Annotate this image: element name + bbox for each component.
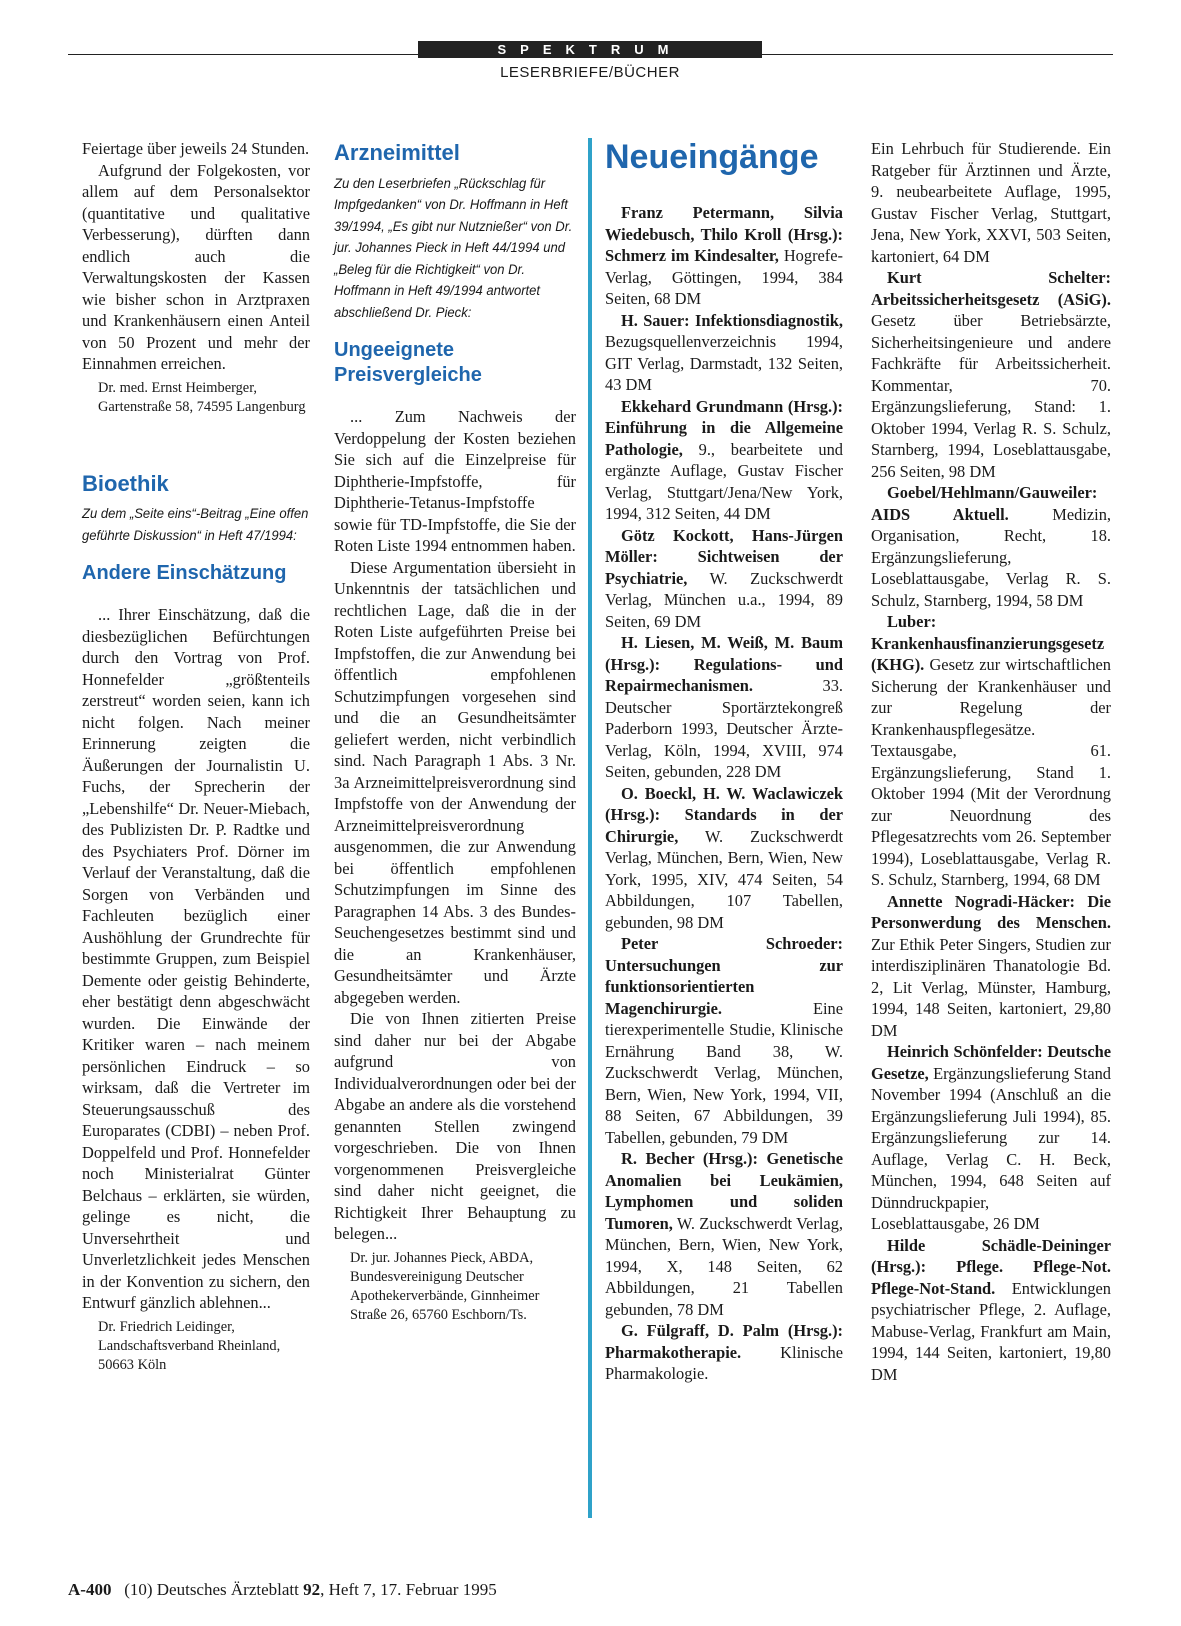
letter-subtitle: Ungeeignete Preisvergleiche xyxy=(334,339,482,386)
column-4 xyxy=(871,138,1111,1385)
letter-intro: Zu dem „Seite eins“-Beitrag „Eine offen geführte Diskussion“ in Heft 47/1994: xyxy=(82,506,309,544)
paragraph: Die von Ihnen zitierten Preise sind daher nur bei der Abgabe aufgrund von Individualverordnungen oder bei der Abgabe an andere als die vorstehend genannten Stellen zwingend vorgeschrieben. Die von Ihnen vorgenommenen Preisvergleiche sind daher nicht geeignet, die Richtigkeit Ihrer Behauptung zu belegen... xyxy=(334,1009,576,1243)
book-title: Heinrich Schönfelder: Deutsche Gesetze, xyxy=(871,1042,1111,1083)
section-accent-bar xyxy=(588,138,592,1518)
paragraph: Feiertage über jeweils 24 Stunden. xyxy=(82,139,310,158)
book-details: Gesetz zur wirtschaftlichen Sicherung der Krankenhäuser und zur Regelung der Krankenhauspflegesätze. Textausgabe, 61. Ergänzungslieferung, Stand 1. Oktober 1994 (Mit der Verordnung zur Neuordnung des Pflegesatzrechts vom 26. September 1994), Loseblattausgabe, Verlag R. S. Schulz, Starnberg, 1994, 68 DM xyxy=(871,655,1111,889)
book-title: Ekkehard Grundmann (Hrsg.): Einführung in die Allgemeine Pathologie, xyxy=(605,396,843,459)
book-title: Peter Schroeder: Untersuchungen zur funktionsorientierten Magenchirurgie. xyxy=(605,934,843,1018)
book-title: Luber: Krankenhausfinanzierungsgesetz (KHG). xyxy=(871,612,1105,674)
book-details: Medizin, Organisation, Recht, 18. Ergänzungslieferung, Loseblattausgabe, Verlag R. S. Schulz, Starnberg, 1994, 58 DM xyxy=(871,504,1111,610)
book-entry xyxy=(871,611,1111,891)
book-title: Goebel/Hehlmann/Gauweiler: AIDS Aktuell. xyxy=(871,483,1098,524)
book-title: Hilde Schädle-Deininger (Hrsg.): Pflege. Pflege-Not. Pflege-Not-Stand. xyxy=(871,1235,1111,1298)
letter-signature: Dr. med. Ernst Heimberger, Gartenstraße 58, 74595 Langenburg xyxy=(98,379,306,415)
book-entry xyxy=(605,396,843,525)
book-details: Ergänzungslieferung Stand November 1994 (Anschluß an die Ergänzungslieferung Juli 1994), 85. Ergänzungslieferung zur 14. Auflage, Verlag C. H. Beck, München, 1994, 648 Seiten auf Dünndruckpapier, Loseblattausgabe, 26 DM xyxy=(871,1063,1111,1233)
letter-intro: Zu den Leserbriefen „Rückschlag für Impfgedanken“ von Dr. Hoffmann in Heft 39/1994, „Es gibt nur Nutznießer“ von Dr. jur. Johannes Pieck in Heft 44/1994 und „Beleg für die Richtigkeit“ von Dr. Hoffmann in Heft 49/1994 antwortet abschließend Dr. Pieck: xyxy=(334,175,573,321)
section-title-bioethik: Bioethik xyxy=(82,470,169,496)
book-title: Götz Kockott, Hans-Jürgen Möller: Sichtweisen der Psychiatrie, xyxy=(605,525,843,588)
book-entry xyxy=(605,933,843,1148)
book-details: Entwicklungen psychiatrischer Pflege, 2. Auflage, Mabuse-Verlag, Frankfurt am Main, 1994, 144 Seiten, kartoniert, 19,80 DM xyxy=(871,1278,1111,1384)
book-title: Franz Petermann, Silvia Wiedebusch, Thilo Kroll (Hrsg.): Schmerz im Kindesalter, xyxy=(605,203,843,265)
book-title: R. Becher (Hrsg.): Genetische Anomalien bei Leukämien, Lymphomen und soliden Tumoren, xyxy=(605,1149,843,1233)
book-details: Eine tierexperimentelle Studie, Klinische Ernährung Band 38, W. Zuckschwerdt Verlag, München, Bern, Wien, New York, 1994, VII, 88 Seiten, 67 Abbildungen, 39 Tabellen, gebunden, 79 DM xyxy=(605,998,843,1147)
column-1 xyxy=(82,138,310,1375)
book-details: Bezugsquellenverzeichnis 1994, GIT Verlag, Darmstadt, 132 Seiten, 43 DM xyxy=(605,332,843,394)
page-number: A-400 xyxy=(68,1580,112,1599)
book-title: Kurt Schelter: Arbeitssicherheitsgesetz (ASiG). xyxy=(871,268,1111,309)
section-title-arzneimittel: Arzneimittel xyxy=(334,140,460,165)
section-banner: SPEKTRUM xyxy=(418,41,762,58)
book-details: 33. Deutscher Sportärztekongreß Paderborn 1993, Deutscher Ärzte-Verlag, Köln, 1994, XVIII, 974 Seiten, gebunden, 228 DM xyxy=(605,676,843,781)
journal-name: (10) Deutsches Ärzteblatt xyxy=(124,1580,299,1599)
book-entry xyxy=(871,482,1111,611)
book-entry xyxy=(605,202,843,310)
book-details: Gesetz über Betriebsärzte, Sicherheitsingenieure und andere Fachkräfte für Arbeitssicherheit. Kommentar, 70. Ergänzungslieferung, Stand: 1. Oktober 1994, Verlag R. S. Schulz, Starnberg, 1994, Loseblattausgabe, 256 Seiten, 98 DM xyxy=(871,311,1111,481)
rubric-label: LESERBRIEFE/BÜCHER xyxy=(500,64,680,81)
paragraph: Aufgrund der Folgekosten, vor allem auf dem Personalsektor (quantitative und qualitative Verbesserung), dürften dann endlich auch die Verwaltungskosten der Kassen wie bisher schon in Arztpraxen und Krankenhäusern einen Anteil von 50 Prozent und mehr der Einnahmen erreichen. xyxy=(82,160,310,373)
letter-subtitle: Andere Einschätzung xyxy=(82,562,287,584)
book-title: H. Liesen, M. Weiß, M. Baum (Hrsg.): Regulations- und Repairmechanismen. xyxy=(605,633,843,695)
book-entry xyxy=(605,783,843,934)
book-entry xyxy=(605,1148,843,1320)
book-entry xyxy=(871,1041,1111,1235)
book-entry xyxy=(871,267,1111,482)
book-details: Hogrefe-Verlag, Göttingen, 1994, 384 Seiten, 68 DM xyxy=(605,246,843,308)
column-3 xyxy=(605,138,843,1385)
book-title: H. Sauer: Infektionsdiagnostik, xyxy=(621,310,843,330)
column-2 xyxy=(334,138,576,1325)
book-entry xyxy=(871,891,1111,1042)
book-title: G. Fülgraff, D. Palm (Hrsg.): Pharmakotherapie. xyxy=(605,1321,843,1362)
book-list xyxy=(605,202,843,1385)
book-details: W. Zuckschwerdt Verlag, München, Bern, Wien, New York, 1994, X, 148 Seiten, 62 Abbildungen, 21 Tabellen gebunden, 78 DM xyxy=(605,1213,843,1319)
section-title-neueingaenge: Neueingänge xyxy=(605,138,819,176)
paragraph: ... Zum Nachweis der Verdoppelung der Kosten beziehen Sie sich auf die Einzelpreise für Diphtherie-Impfstoffe, für Diphtherie-Tetanus-Impfstoffe sowie für TD-Impfstoffe, die Sie der Roten Liste 1994 entnommen haben. xyxy=(334,407,576,555)
paragraph: Ein Lehrbuch für Studierende. Ein Ratgeber für Ärztinnen und Ärzte, 9. neubearbeitete Auflage, 1995, Gustav Fischer Verlag, Stuttgart, Jena, New York, XXVI, 503 Seiten, kartoniert, 64 DM xyxy=(871,139,1111,266)
paragraph: ... Ihrer Einschätzung, daß die diesbezüglichen Befürchtungen durch den Vortrag von Prof. Honnefelder „größtenteils zerstreut“ worden seien, kann ich nicht folgen. Nach meiner Erinnerung zeigten die Äußerungen der Journalistin U. Fuchs, der Sprecherin der „Lebenshilfe“ Dr. Neuer-Miebach, des Publizisten Dr. P. Radtke und des Psychiaters Prof. Dörner im Verlauf der Veranstaltung, daß die Sorgen von Verbänden und Fachleuten bezüglich einer Aushöhlung der Grundrechte für bestimmte Gruppen, zum Beispiel Demente oder geistig Behinderte, eher bestätigt denn abgeschwächt wurden. Die Einwände der Kritiker waren – nach meinem persönlichen Eindruck – so wirksam, daß die Vertreter im Steuerungsausschuß des Europarates (CDBI) – neben Prof. Doppelfeld und Prof. Honnefelder noch Ministerialrat Günter Belchaus – erklärten, sie würden, gelinge es nicht, die Unversehrtheit und Unverletzlichkeit jedes Menschen in der Konvention zu sichern, den Entwurf gänzlich ablehnen... xyxy=(82,605,310,1312)
page-footer xyxy=(68,1580,497,1600)
book-title: Annette Nogradi-Häcker: Die Personwerdung des Menschen. xyxy=(871,891,1111,932)
letter-signature: Dr. jur. Johannes Pieck, ABDA, Bundesvereinigung Deutscher Apothekerverbände, Ginnheimer Straße 26, 65760 Eschborn/Ts. xyxy=(350,1249,540,1323)
book-entry xyxy=(871,1235,1111,1386)
book-entry xyxy=(605,632,843,783)
book-details: 9., bearbeitete und ergänzte Auflage, Gustav Fischer Verlag, Stuttgart/Jena/New York, 1994, 312 Seiten, 44 DM xyxy=(605,439,843,523)
book-entry xyxy=(605,525,843,633)
book-details: Zur Ethik Peter Singers, Studien zur interdisziplinären Thanatologie Bd. 2, Lit Verlag, Münster, Hamburg, 1994, 148 Seiten, kartoniert, 29,80 DM xyxy=(871,934,1111,1040)
book-entry xyxy=(605,310,843,396)
paragraph: Diese Argumentation übersieht in Unkenntnis der tatsächlichen und rechtlichen Lage, daß die in der Roten Liste aufgeführten Preise bei Impfstoffen, die zur Anwendung bei öffentlich empfohlenen Schutzimpfungen vorgesehen sind und die an Gesundheitsämter geliefert werden, nicht verbindlich sind. Nach Paragraph 1 Abs. 3 Nr. 3a Arzneimittelpreisverordnung sind Impfstoffe von der Anwendung der Arzneimittelpreisverordnung ausgenommen, die zur Anwendung bei öffentlich empfohlenen Schutzimpfungen im Sinne des Paragraphen 14 Abs. 3 des Bundes-Seuchengesetzes bestimmt sind und die an Krankenhäuser, Gesundheitsämter und Ärzte abgegeben werden. xyxy=(334,557,576,1007)
issue-date: , Heft 7, 17. Februar 1995 xyxy=(320,1580,497,1599)
book-entry xyxy=(605,1320,843,1385)
volume-number: 92 xyxy=(303,1580,321,1599)
letter-signature: Dr. Friedrich Leidinger, Landschaftsverband Rheinland, 50663 Köln xyxy=(98,1318,281,1373)
book-list xyxy=(871,267,1111,1385)
book-details: Klinische Pharmakologie. xyxy=(605,1342,843,1383)
book-title: O. Boeckl, H. W. Waclawiczek (Hrsg.): Standards in der Chirurgie, xyxy=(605,783,843,846)
book-details: W. Zuckschwerdt Verlag, München u.a., 1994, 89 Seiten, 69 DM xyxy=(605,568,843,631)
book-details: W. Zuckschwerdt Verlag, München, Bern, Wien, New York, 1995, XIV, 474 Seiten, 54 Abbildungen, 107 Tabellen, gebunden, 98 DM xyxy=(605,826,843,932)
